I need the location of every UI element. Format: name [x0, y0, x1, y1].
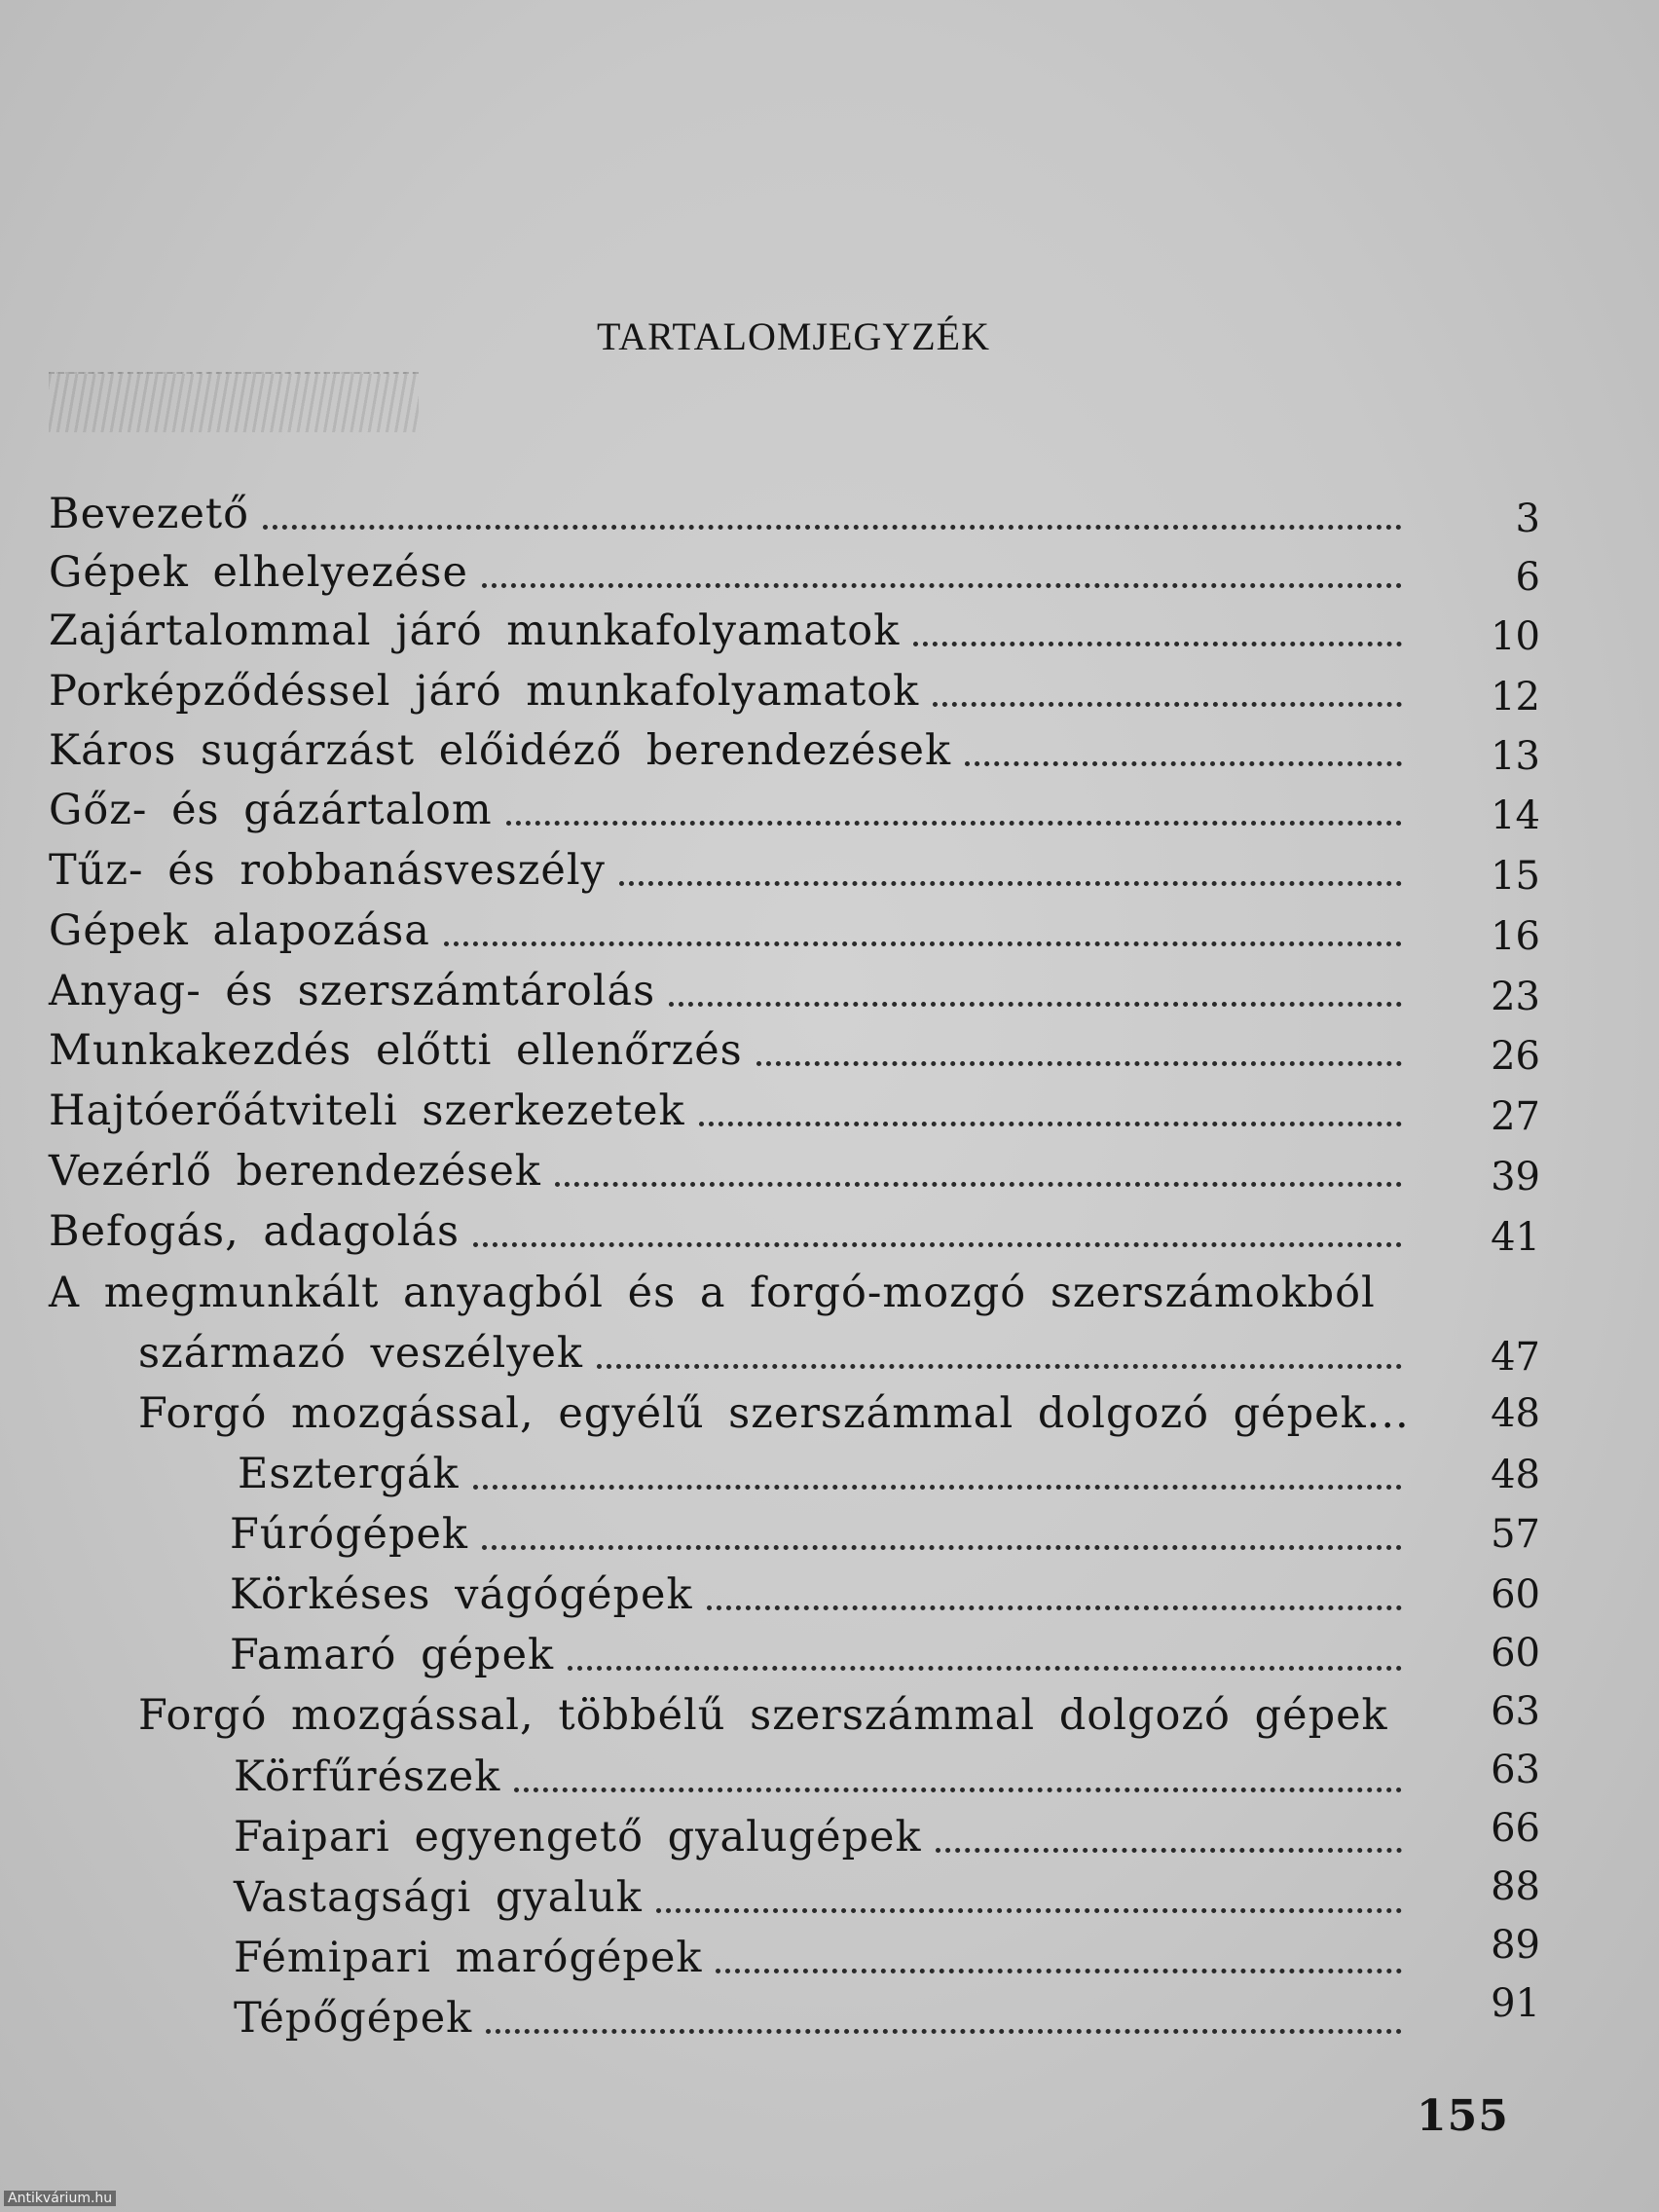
toc-page-number: 57 [1491, 1512, 1540, 1557]
toc-entry-label: Vezérlő berendezések [49, 1147, 541, 1196]
dot-leader [936, 1848, 1402, 1853]
dot-leader [965, 761, 1402, 766]
toc-entry[interactable] [49, 1266, 1412, 1320]
ink-smudge [49, 372, 419, 432]
toc-entry[interactable] [138, 1326, 1402, 1381]
toc-page-number: 60 [1491, 1572, 1540, 1617]
toc-entry-label: Körfűrészek [234, 1752, 501, 1801]
dot-leader [699, 1122, 1402, 1126]
toc-entry[interactable] [49, 1023, 1402, 1078]
toc-entry[interactable] [49, 487, 1402, 541]
toc-page-number: 10 [1491, 614, 1540, 659]
toc-page-number: 60 [1491, 1631, 1540, 1676]
toc-page-number: 48 [1491, 1391, 1540, 1436]
toc-entry[interactable] [49, 664, 1402, 719]
toc-entry-label: Munkakezdés előtti ellenőrzés [49, 1026, 743, 1075]
toc-page-number: 47 [1491, 1335, 1540, 1380]
toc-entry[interactable] [49, 1144, 1402, 1198]
toc-entry[interactable] [49, 843, 1402, 898]
dot-leader [716, 1969, 1402, 1973]
toc-entry[interactable] [234, 1931, 1402, 1985]
toc-page-number: 13 [1491, 734, 1540, 779]
toc-page-number: 39 [1491, 1155, 1540, 1199]
toc-entry[interactable] [49, 783, 1402, 837]
toc-entry-label: Famaró gépek [230, 1631, 555, 1679]
dot-leader [263, 525, 1402, 530]
dot-leader [656, 1908, 1402, 1913]
dot-leader [913, 642, 1402, 646]
dot-leader [707, 1605, 1402, 1610]
toc-entry[interactable] [49, 1084, 1402, 1138]
toc-entry[interactable] [234, 1870, 1402, 1925]
toc-entry[interactable] [138, 1688, 1414, 1743]
dot-leader [756, 1061, 1402, 1066]
toc-entry[interactable] [234, 1750, 1402, 1804]
toc-page-number: 41 [1491, 1215, 1540, 1260]
dot-leader [482, 583, 1402, 588]
toc-entry-label: Gépek elhelyezése [49, 548, 468, 597]
toc-entry-label: Hajtóerőátviteli szerkezetek [49, 1087, 685, 1135]
toc-page-number: 63 [1491, 1689, 1540, 1734]
toc-entry[interactable] [230, 1567, 1402, 1622]
toc-entry-label: Zajártalommal járó munkafolyamatok [49, 607, 901, 655]
toc-entry-label: Káros sugárzást előidéző berendezések [49, 726, 952, 775]
toc-entry[interactable] [230, 1507, 1402, 1562]
toc-entry[interactable] [49, 723, 1402, 778]
toc-page-number: 66 [1491, 1806, 1540, 1851]
toc-entry-label: Befogás, adagolás [49, 1207, 461, 1256]
toc-entry[interactable] [49, 1204, 1402, 1259]
toc-entry[interactable] [49, 964, 1402, 1018]
toc-entry-label: Forgó mozgással, egyélű szerszámmal dolgozó gépek... [138, 1389, 1410, 1438]
toc-entry[interactable] [230, 1628, 1402, 1682]
toc-entry-label: Fémipari marógépek [234, 1934, 703, 1982]
dot-leader [933, 702, 1402, 707]
toc-page-number: 16 [1491, 914, 1540, 959]
toc-page-number: 27 [1491, 1094, 1540, 1139]
toc-entry-label: A megmunkált anyagból és a forgó-mozgó szerszámokból [49, 1269, 1376, 1317]
dot-leader [506, 821, 1402, 826]
watermark: Antikvárium.hu [4, 2191, 116, 2206]
toc-entry-label: Körkéses vágógépek [230, 1570, 693, 1619]
toc-page-number: 6 [1515, 555, 1540, 600]
dot-leader [473, 1485, 1402, 1490]
dot-leader [444, 941, 1402, 946]
toc-page-number: 15 [1491, 854, 1540, 899]
toc-entry-label: Gépek alapozása [49, 906, 430, 955]
toc-page-number: 26 [1491, 1034, 1540, 1079]
toc-entry-label: Gőz- és gázártalom [49, 786, 493, 834]
toc-page-number: 63 [1491, 1748, 1540, 1792]
toc-entry[interactable] [238, 1447, 1402, 1501]
page-title: TARTALOMJEGYZÉK [597, 314, 990, 358]
dot-leader [473, 1242, 1402, 1247]
page-number: 155 [1417, 2091, 1509, 2141]
toc-page-number: 23 [1491, 975, 1540, 1019]
toc-entry-label: Forgó mozgással, többélű szerszámmal dolgozó gépek [138, 1691, 1388, 1740]
dot-leader [514, 1788, 1402, 1792]
toc-entry-label: Bevezető [49, 490, 250, 538]
toc-entry-label: Esztergák [238, 1450, 460, 1498]
toc-entry-label: Anyag- és szerszámtárolás [49, 967, 656, 1015]
toc-entry[interactable] [49, 903, 1402, 958]
toc-entry[interactable] [234, 1810, 1402, 1864]
toc-page-number: 3 [1515, 497, 1540, 541]
dot-leader [568, 1666, 1402, 1671]
toc-entry-label: Faipari egyengető gyalugépek [234, 1813, 922, 1862]
toc-entry[interactable] [138, 1386, 1414, 1441]
toc-entry-label: származó veszélyek [138, 1329, 583, 1378]
toc-entry-label: Tűz- és robbanásveszély [49, 846, 606, 895]
toc-entry[interactable] [49, 545, 1402, 600]
toc-entry-label: Porképződéssel járó munkafolyamatok [49, 667, 920, 716]
toc-page-number: 12 [1491, 675, 1540, 719]
toc-entry-label: Fúrógépek [230, 1510, 468, 1559]
toc-entry[interactable] [49, 604, 1402, 658]
toc-entry[interactable] [234, 1991, 1402, 2046]
toc-page-number: 91 [1491, 1981, 1540, 2026]
toc-page-number: 88 [1491, 1864, 1540, 1909]
dot-leader [669, 1002, 1402, 1007]
dot-leader [482, 1545, 1402, 1550]
toc-entry-label: Tépőgépek [234, 1994, 473, 2043]
dot-leader [555, 1182, 1402, 1187]
toc-page-number: 48 [1491, 1453, 1540, 1497]
toc-entry-label: Vastagsági gyaluk [234, 1873, 643, 1922]
dot-leader [486, 2029, 1402, 2034]
toc-page-number: 14 [1491, 793, 1540, 838]
dot-leader [619, 881, 1402, 886]
toc-page-number: 89 [1491, 1923, 1540, 1968]
dot-leader [597, 1364, 1402, 1369]
